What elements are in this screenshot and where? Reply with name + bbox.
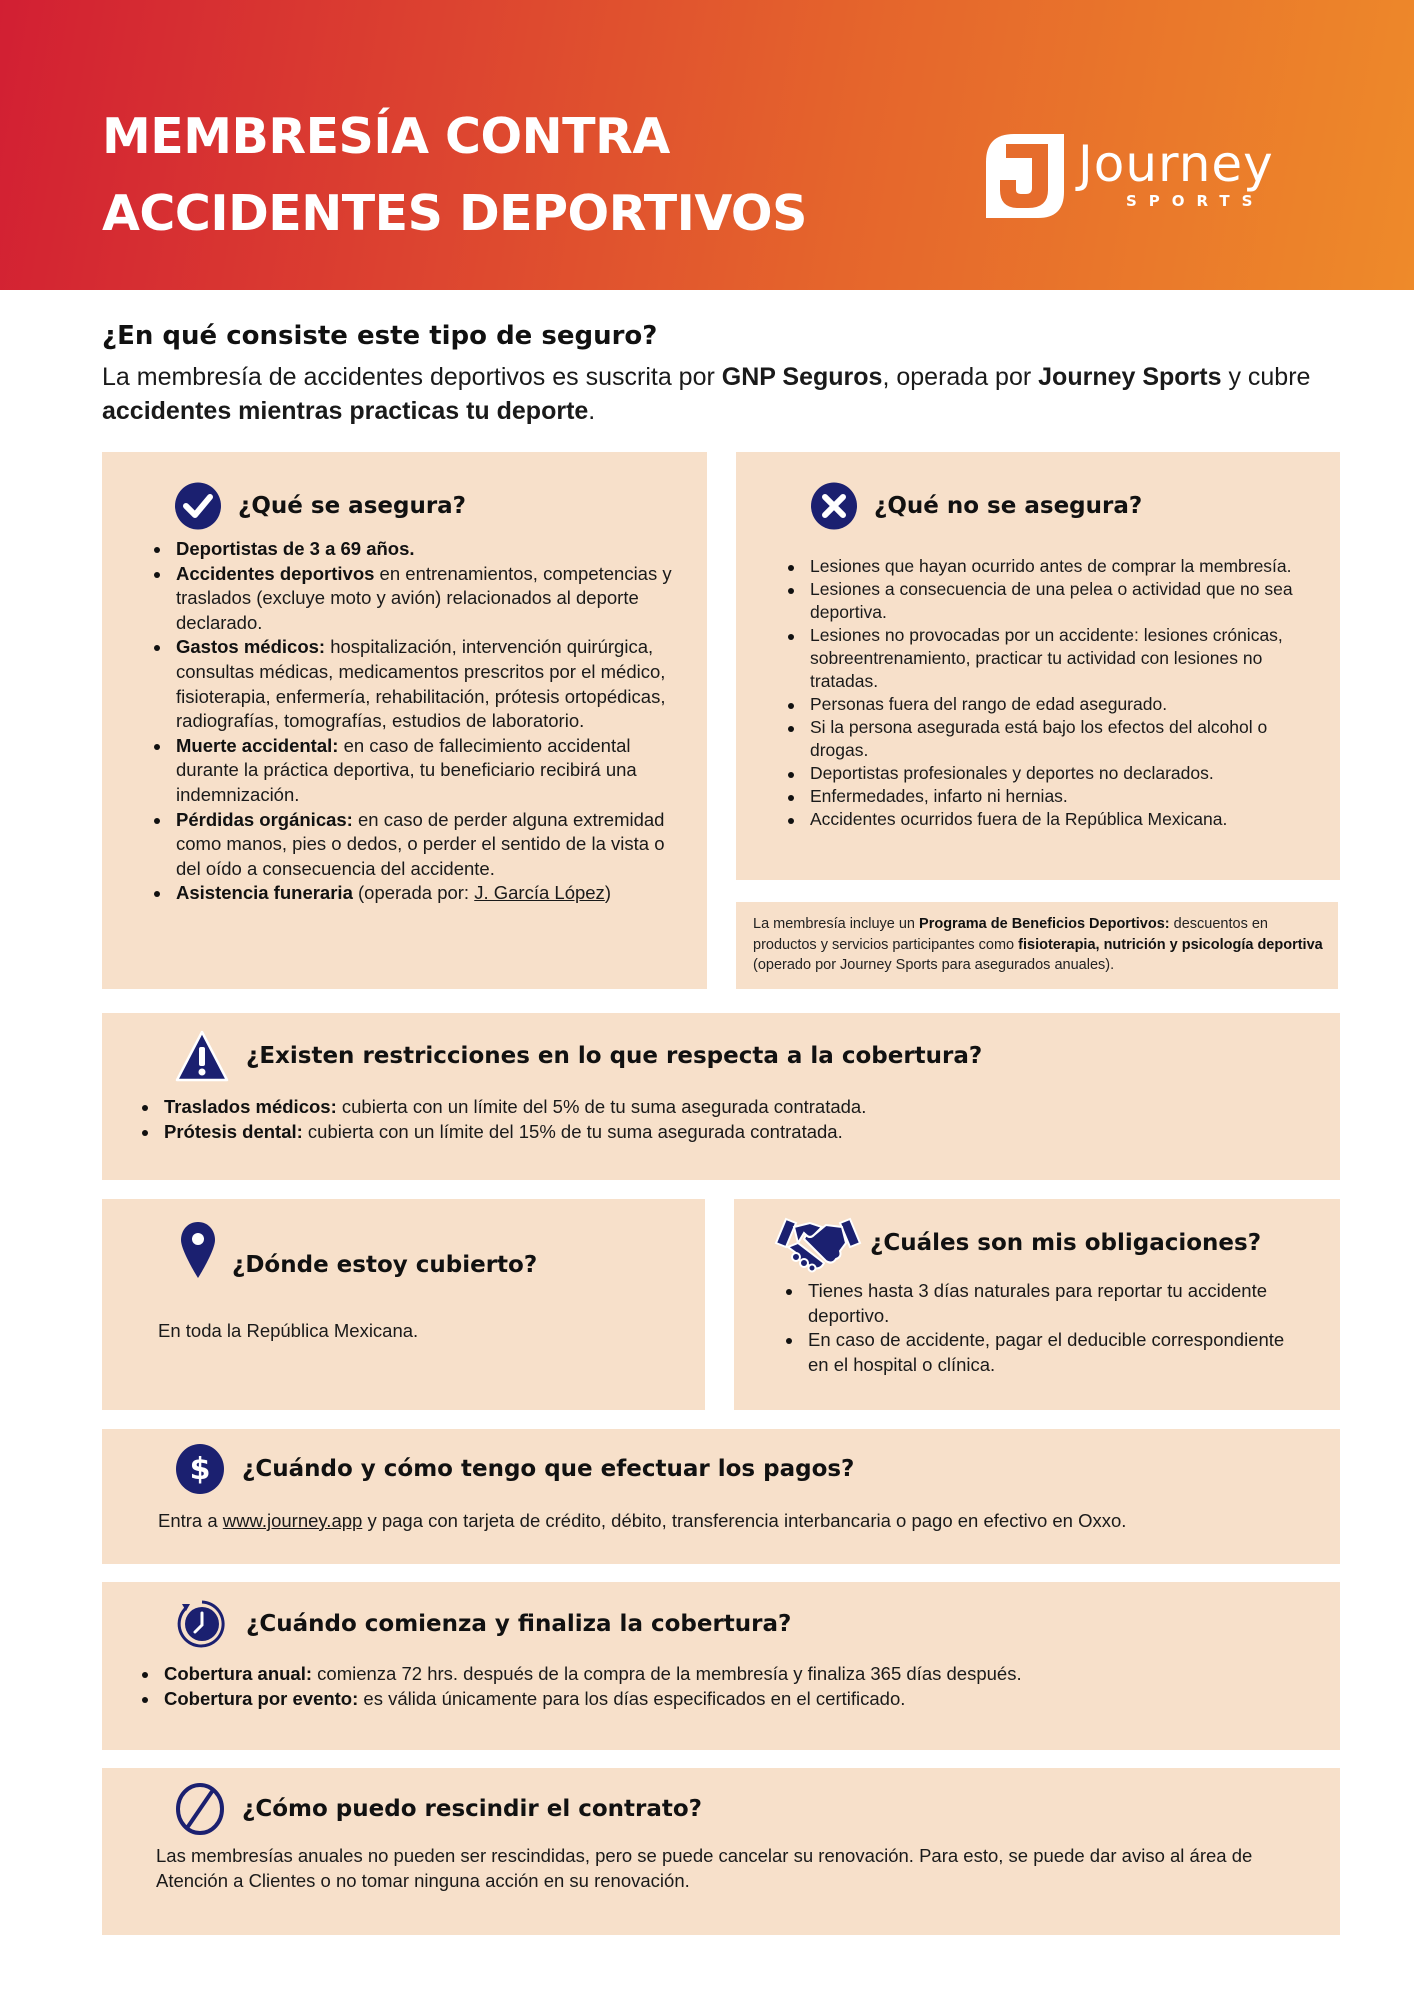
item-bold: Pérdidas orgánicas: [176, 808, 353, 830]
restrictions-title: ¿Existen restricciones en lo que respecta a la cobertura? [246, 1043, 983, 1069]
list-item [148, 881, 688, 906]
insurer-name: GNP Seguros [721, 363, 883, 391]
not-covered-title: ¿Qué no se asegura? [874, 493, 1143, 519]
item-text: en caso de perder alguna extremidad como manos, pies o dedos, o perder el sentido de la vista o del oído a consecuencia del accidente. [176, 808, 665, 879]
item-bold: Prótesis dental: [164, 1120, 303, 1142]
item-bold: Cobertura por evento: [164, 1687, 359, 1709]
not-covered-heading [810, 482, 1142, 530]
list-item: Lesiones que hayan ocurrido antes de comprar la membresía. [782, 555, 1322, 578]
obligations-list [780, 1279, 1300, 1377]
journey-sports-logo [978, 132, 1318, 222]
item-text: es válida únicamente para los días especificados en el certificado. [358, 1687, 906, 1709]
list-item [136, 1120, 1286, 1145]
check-circle-icon [174, 482, 222, 530]
journey-app-link[interactable]: www.journey.app [222, 1510, 363, 1531]
list-item [136, 1095, 1286, 1120]
handshake-icon [774, 1213, 862, 1273]
where-covered-title: ¿Dónde estoy cubierto? [232, 1252, 538, 1278]
warning-triangle-icon [174, 1029, 230, 1083]
page-title [102, 98, 807, 252]
list-item: Tienes hasta 3 días naturales para reportar tu accidente deportivo. [780, 1279, 1300, 1328]
restrictions-list [136, 1095, 1286, 1144]
payments-title: ¿Cuándo y cómo tengo que efectuar los pagos? [242, 1456, 855, 1482]
location-pin-icon [180, 1221, 216, 1279]
where-covered-section [102, 1199, 705, 1410]
benefits-services: fisioterapia, nutrición y psicología deportiva [1018, 936, 1323, 953]
journey-j-logo-icon [978, 132, 1066, 220]
intro-text [102, 360, 1342, 428]
intro-title: ¿En qué consiste este tipo de seguro? [102, 321, 658, 351]
list-item [148, 562, 688, 636]
item-text: comienza 72 hrs. después de la compra de la membresía y finaliza 365 días después. [312, 1663, 1022, 1684]
where-covered-text: En toda la República Mexicana. [158, 1320, 419, 1341]
item-text: cubierta con un límite del 15% de tu suma asegurada contratada. [302, 1120, 843, 1142]
covered-title: ¿Qué se asegura? [238, 493, 467, 519]
benefits-text-part: descuentos en productos y servicios participantes como [753, 916, 1268, 953]
restrictions-heading [174, 1029, 982, 1083]
benefits-program-note [736, 902, 1338, 989]
item-bold: Cobertura anual: [164, 1663, 313, 1684]
rescind-title: ¿Cómo puedo rescindir el contrato? [242, 1796, 703, 1822]
list-item: Si la persona asegurada está bajo los efectos del alcohol o drogas. [782, 716, 1322, 762]
list-item [148, 537, 688, 562]
payments-text-part: Entra a [158, 1510, 223, 1531]
x-circle-icon [810, 482, 858, 530]
payments-text-part: y paga con tarjeta de crédito, débito, transferencia interbancaria o pago en efectivo en Oxxo. [362, 1510, 1127, 1531]
payments-section [102, 1429, 1340, 1564]
obligations-heading [774, 1213, 1261, 1273]
item-text: cubierta con un límite del 5% de tu suma asegurada contratada. [336, 1096, 867, 1117]
rescind-section [102, 1768, 1340, 1935]
intro-text-part: La membresía de accidentes deportivos es suscrita por [102, 363, 722, 391]
list-item: Accidentes ocurridos fuera de la República Mexicana. [782, 808, 1322, 831]
item-text: en caso de fallecimiento accidental durante la práctica deportiva, tu beneficiario recibirá una indemnización. [176, 734, 637, 805]
item-text: en entrenamientos, competencias y traslados (excluye moto y avión) relacionados al deporte declarado. [176, 562, 672, 633]
item-bold: Accidentes deportivos [176, 562, 375, 584]
obligations-title: ¿Cuáles son mis obligaciones? [870, 1230, 1262, 1256]
benefits-text-part: (operado por Journey Sports para asegurados anuales). [753, 957, 1115, 973]
item-bold: Gastos médicos: [176, 636, 326, 658]
header-banner [0, 0, 1414, 290]
list-item: En caso de accidente, pagar el deducible correspondiente en el hospital o clínica. [780, 1328, 1300, 1377]
list-item [136, 1662, 1286, 1687]
list-item: Lesiones no provocadas por un accidente: lesiones crónicas, sobreentrenamiento, practicar tu actividad con lesiones no tratadas. [782, 624, 1322, 693]
coverage-period-section [102, 1582, 1340, 1750]
obligations-section [734, 1199, 1340, 1410]
payments-heading [174, 1443, 854, 1495]
funeral-provider-link[interactable]: J. García López [474, 882, 605, 904]
not-covered-list [782, 555, 1322, 831]
intro-text-part: . [588, 397, 596, 425]
coverage-period-list [136, 1662, 1286, 1711]
list-item [148, 734, 688, 808]
logo-subtitle: SPORTS [1126, 192, 1265, 210]
covered-heading [174, 482, 466, 530]
item-bold: Deportistas de 3 a 69 años. [176, 538, 415, 559]
item-bold: Traslados médicos: [164, 1096, 337, 1117]
list-item: Deportistas profesionales y deportes no declarados. [782, 762, 1322, 785]
where-covered-heading [180, 1251, 537, 1279]
intro-text-part: y cubre [1221, 363, 1311, 391]
item-text: hospitalización, intervención quirúrgica, consultas médicas, medicamentos prescritos por el médico, fisioterapia, enfermería, rehabilitación, prótesis ortopédicas, radiografías, tomografías, estudios de laboratorio. [176, 636, 666, 732]
restrictions-section [102, 1013, 1340, 1180]
rescind-heading [174, 1782, 702, 1836]
list-item [136, 1687, 1286, 1712]
item-text: (operada por: [352, 882, 475, 904]
covered-section [102, 452, 707, 989]
covered-list [148, 537, 688, 906]
coverage-period-heading [174, 1596, 791, 1652]
list-item [148, 808, 688, 882]
intro-text-part: , operada por [882, 363, 1039, 391]
title-line-2: ACCIDENTES DEPORTIVOS [102, 185, 807, 242]
list-item: Personas fuera del rango de edad asegurado. [782, 693, 1322, 716]
logo-wordmark: Journey [1078, 135, 1274, 193]
item-text: ) [604, 882, 611, 904]
benefits-text [753, 914, 1333, 976]
coverage-summary: accidentes mientras practicas tu deporte [102, 397, 589, 425]
benefits-program-name: Programa de Beneficios Deportivos: [919, 916, 1170, 932]
list-item: Lesiones a consecuencia de una pelea o actividad que no sea deportiva. [782, 578, 1322, 624]
item-bold: Asistencia funeraria [176, 882, 353, 904]
payments-text [158, 1509, 1126, 1534]
benefits-text-part: La membresía incluye un [753, 916, 920, 932]
intro-section [102, 318, 1342, 428]
list-item: Enfermedades, infarto ni hernias. [782, 785, 1322, 808]
clock-refresh-icon [174, 1596, 230, 1652]
list-item [148, 635, 688, 733]
prohibited-icon [174, 1782, 226, 1836]
dollar-circle-icon [174, 1443, 226, 1495]
item-bold: Muerte accidental: [176, 734, 339, 756]
operator-name: Journey Sports [1038, 363, 1222, 391]
title-line-1: MEMBRESÍA CONTRA [102, 108, 670, 165]
rescind-text: Las membresías anuales no pueden ser rescindidas, pero se puede cancelar su renovación. Para esto, se puede dar aviso al área de Atención a Clientes o no tomar ninguna acción en su renovación. [156, 1845, 1253, 1891]
svg-text:$: $ [189, 1452, 211, 1487]
coverage-period-title: ¿Cuándo comienza y finaliza la cobertura? [246, 1611, 792, 1637]
not-covered-section [736, 452, 1340, 880]
